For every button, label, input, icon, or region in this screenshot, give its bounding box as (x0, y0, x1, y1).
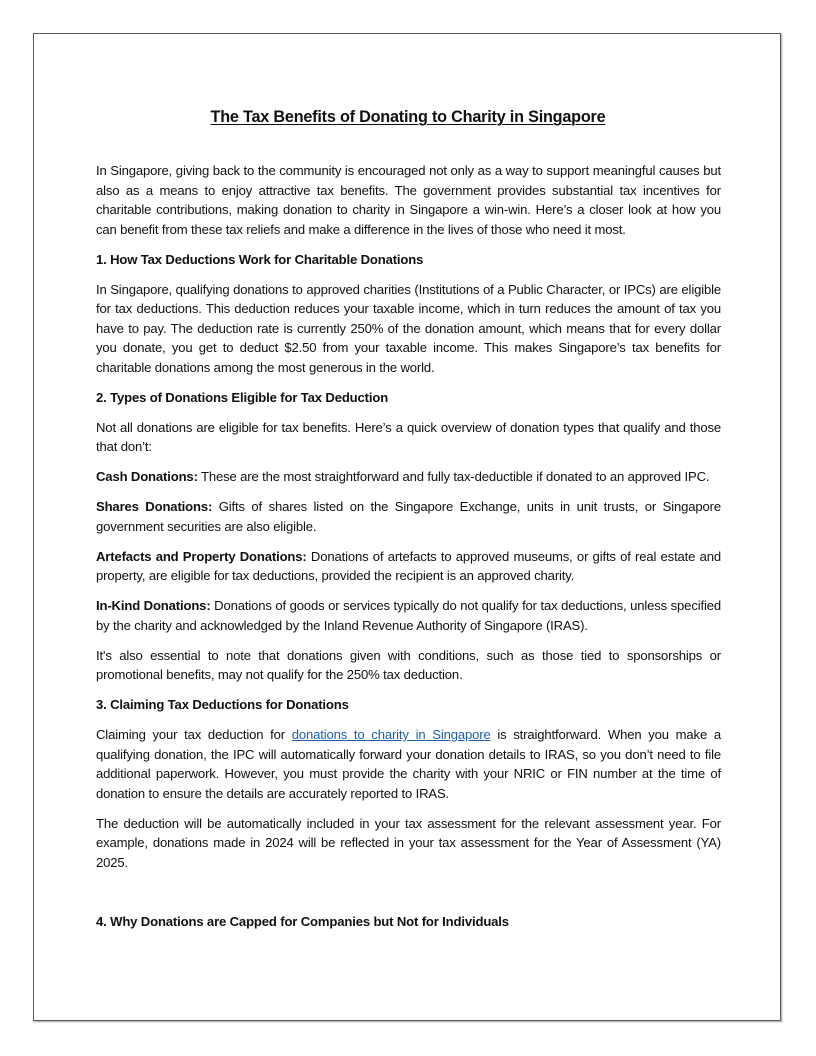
donation-type-label: Shares Donations: (96, 499, 213, 514)
section-2-note: It's also essential to note that donations given with conditions, such as those tied to sponsorships or promotional benefits, may not qualify for the 250% tax deduction. (96, 647, 721, 682)
document-body (96, 161, 721, 942)
donation-type-in-kind (96, 596, 721, 635)
section-1-heading: 1. How Tax Deductions Work for Charitable Donations (96, 251, 424, 267)
paragraph-text: Claiming your tax deduction for (96, 727, 292, 742)
section-2-heading: 2. Types of Donations Eligible for Tax Deduction (96, 389, 389, 405)
section-3-paragraph-2: The deduction will be automatically included in your tax assessment for the relevant assessment year. For example, donations made in 2024 will be reflected in your tax assessment for the Year of Assessment (YA) 2025. (96, 815, 721, 870)
section-4-heading: 4. Why Donations are Capped for Companies but Not for Individuals (96, 913, 509, 929)
spacer (96, 883, 721, 912)
donation-type-label: Artefacts and Property Donations: (96, 548, 307, 564)
donation-type-text: Gifts of shares listed on the Singapore Exchange, units in unit trusts, or Singapore government securities are also eligible. (96, 499, 721, 534)
donation-type-shares (96, 497, 721, 536)
donations-to-charity-link[interactable]: donations to charity in Singapore (291, 727, 491, 742)
section-3-heading: 3. Claiming Tax Deductions for Donations (96, 697, 349, 712)
section-2-intro: Not all donations are eligible for tax benefits. Here’s a quick overview of donation types that qualify and those that don’t: (96, 419, 721, 454)
paragraph-text: is straightforward. When you make a qualifying donation, the IPC will automatically forward your donation details to IRAS, so you don’t need to file additional paperwork. However, you must provide the charity with your NRIC or FIN number at the time of donation to ensure the details are accurately reported to IRAS. (96, 727, 721, 801)
intro-paragraph: In Singapore, giving back to the community is encouraged not only as a way to support meaningful causes but also as a means to enjoy attractive tax benefits. The government provides substantial tax incentives for charitable contributions, making donation to charity in Singapore a win-win. Here’s a closer look at how you can benefit from these tax reliefs and make a difference in the lives of those who need it most. (96, 163, 721, 237)
donation-type-label: Cash Donations: (96, 469, 198, 484)
document-title: The Tax Benefits of Donating to Charity in Singapore (210, 107, 606, 126)
donation-type-text: Donations of artefacts to approved museums, or gifts of real estate and property, are eligible for tax deductions, provided the recipient is an approved charity. (96, 548, 721, 583)
section-3-paragraph-1 (96, 725, 721, 803)
donation-type-cash (96, 467, 721, 487)
donation-type-text: These are the most straightforward and fully tax-deductible if donated to an approved IPC. (197, 469, 710, 484)
donation-type-text: Donations of goods or services typically do not qualify for tax deductions, unless specified by the charity and acknowledged by the Inland Revenue Authority of Singapore (IRAS). (96, 598, 721, 633)
section-1-paragraph: In Singapore, qualifying donations to approved charities (Institutions of a Public Character, or IPCs) are eligible for tax deductions. This deduction reduces your taxable income, which in turn reduces the amount of tax you have to pay. The deduction rate is currently 250% of the donation amount, which means that for every dollar you donate, you get to deduct $2.50 from your taxable income. This makes Singapore’s tax benefits for charitable donations among the most generous in the world. (96, 281, 721, 375)
donation-type-artefacts-property (96, 547, 721, 586)
donation-type-label: In-Kind Donations: (96, 598, 211, 613)
